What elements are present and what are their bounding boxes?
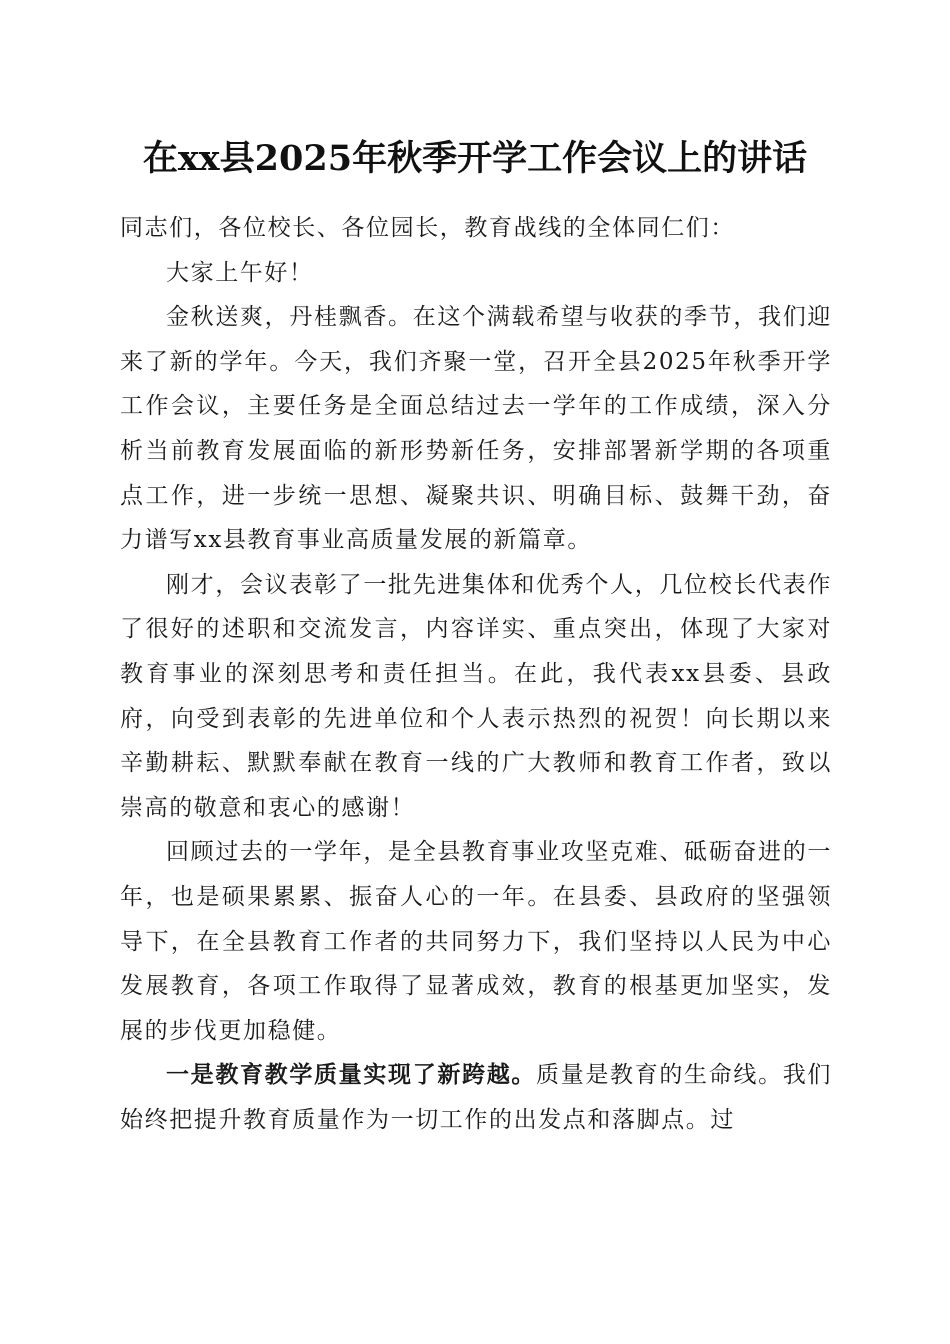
salutation: 同志们，各位校长、各位园长，教育战线的全体同仁们： [120,215,735,241]
paragraph-commendation: 刚才，会议表彰了一批先进集体和优秀个人，几位校长代表作了很好的述职和交流发言，内容详实、重点突出，体现了大家对教育事业的深刻思考和责任担当。在此，我代表xx县委、县政府，向受到表彰的先进单位和个人表示热烈的祝贺！向长期以来辛勤耕耘、默默奉献在教育一线的广大教师和教育工作者，致以崇高的敬意和衷心的感谢！ [120,571,832,821]
document-body [120,206,832,1142]
greeting: 大家上午好！ [166,259,314,286]
section-one-lead: 一是教育教学质量实现了新跨越。 [166,1061,537,1089]
paragraph-section-one [120,1053,832,1142]
document-title: 在xx县2025年秋季开学工作会议上的讲话 [142,138,808,179]
section-one-text: 质量是教育的生命线。我们始终把提升教育质量作为一切工作的出发点和落脚点。过 [120,1062,833,1133]
paragraph-review: 回顾过去的一学年，是全县教育事业攻坚克难、砥砺奋进的一年，也是硕果累累、振奋人心的一年。在县委、县政府的坚强领导下，在全县教育工作者的共同努力下，我们坚持以人民为中心发展教育，各项工作取得了显著成效，教育的根基更加坚实，发展的步伐更加稳健。 [120,839,832,1044]
paragraph-opening: 金秋送爽，丹桂飘香。在这个满载希望与收获的季节，我们迎来了新的学年。今天，我们齐聚一堂，召开全县2025年秋季开学工作会议，主要任务是全面总结过去一学年的工作成绩，深入分析当前教育发展面临的新形势新任务，安排部署新学期的各项重点工作，进一步统一思想、凝聚共识、明确目标、鼓舞干劲，奋力谱写xx县教育事业高质量发展的新篇章。 [120,304,832,554]
